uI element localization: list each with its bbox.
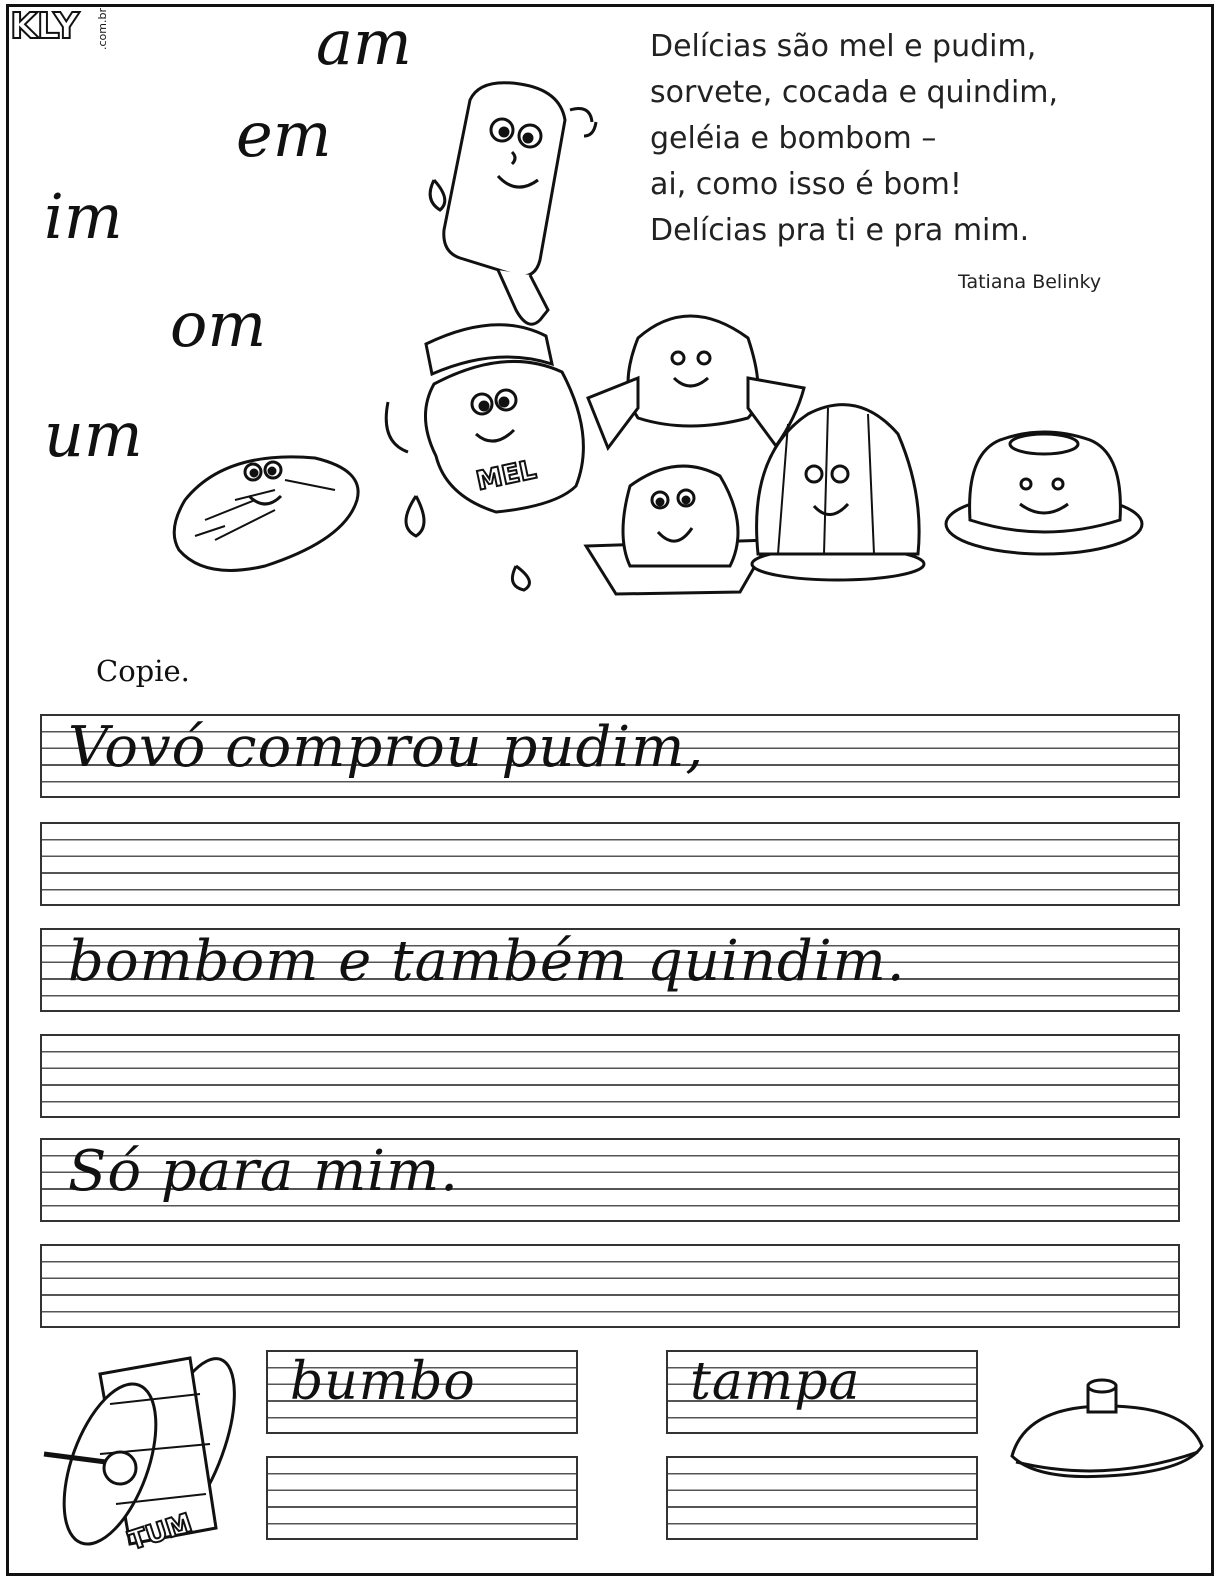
writing-line-blank[interactable] [40, 1034, 1180, 1118]
cocada-illustration [165, 440, 370, 590]
syllable-um: um [44, 398, 143, 471]
poem-line: sorvete, cocada e quindim, [650, 75, 1059, 110]
poem-line: Delícias pra ti e pra mim. [650, 213, 1030, 248]
drum-sound-label: TUM [125, 1508, 196, 1557]
honey-jar-illustration [376, 316, 606, 596]
model-word: bumbo [290, 1352, 476, 1412]
site-logo [8, 6, 118, 48]
poem-line: ai, como isso é bom! [650, 167, 962, 202]
word-line [666, 1350, 978, 1434]
writing-line [40, 714, 1180, 798]
model-sentence: Só para mim. [68, 1139, 459, 1204]
jar-label: MEL [473, 454, 539, 497]
pudding-illustration [748, 394, 928, 584]
lid-illustration [1006, 1376, 1206, 1486]
model-sentence: bombom e também quindim. [68, 929, 906, 994]
logo-text: KLY [10, 6, 79, 47]
word-line-blank[interactable] [666, 1456, 978, 1540]
model-sentence: Vovó comprou pudim, [68, 715, 705, 780]
poem-line: geléia e bombom – [650, 121, 937, 156]
logo-subtext: .com.br [96, 8, 109, 50]
syllable-om: om [170, 288, 267, 361]
word-line-blank[interactable] [266, 1456, 578, 1540]
writing-line-blank[interactable] [40, 822, 1180, 906]
poem [650, 24, 1210, 254]
syllable-am: am [316, 6, 412, 79]
writing-line-blank[interactable] [40, 1244, 1180, 1328]
flan-illustration [940, 424, 1150, 564]
writing-line [40, 1138, 1180, 1222]
syllable-im: im [44, 180, 123, 253]
word-line [266, 1350, 578, 1434]
poem-author: Tatiana Belinky [958, 271, 1102, 293]
model-word: tampa [690, 1352, 861, 1412]
syllable-em: em [236, 98, 332, 171]
instruction-label: Copie. [96, 654, 190, 688]
writing-line [40, 928, 1180, 1012]
drum-illustration [40, 1344, 240, 1574]
poem-line: Delícias são mel e pudim, [650, 29, 1037, 64]
